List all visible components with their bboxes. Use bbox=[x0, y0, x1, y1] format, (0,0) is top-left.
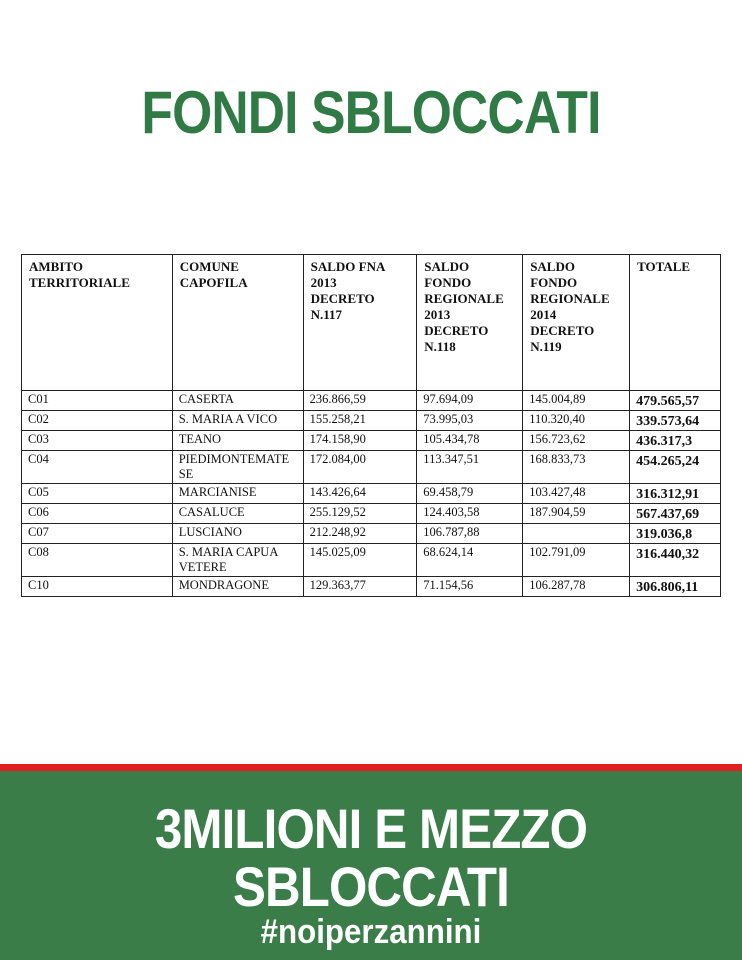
header-label: TOTALE bbox=[637, 259, 691, 274]
cell-fondo-2013: 97.694,09 bbox=[417, 391, 523, 411]
cell-fondo-2013: 69.458,79 bbox=[417, 484, 523, 504]
table-row bbox=[22, 411, 721, 431]
table-row bbox=[22, 451, 721, 484]
cell-fondo-2014: 110.320,40 bbox=[523, 411, 630, 431]
header-fondo-2013 bbox=[417, 255, 523, 391]
cell-totale: 316.440,32 bbox=[630, 544, 721, 577]
cell-comune: TEANO bbox=[172, 431, 303, 451]
cell-ambito: C05 bbox=[22, 484, 173, 504]
header-ambito bbox=[22, 255, 173, 391]
cell-fondo-2013: 68.624,14 bbox=[417, 544, 523, 577]
cell-totale: 479.565,57 bbox=[630, 391, 721, 411]
cell-fondo-2013: 71.154,56 bbox=[417, 577, 523, 597]
cell-comune: PIEDIMONTEMATE SE bbox=[172, 451, 303, 484]
cell-totale: 454.265,24 bbox=[630, 451, 721, 484]
cell-saldo-fna: 145.025,09 bbox=[303, 544, 417, 577]
cell-fondo-2014: 103.427,48 bbox=[523, 484, 630, 504]
table-row bbox=[22, 431, 721, 451]
banner-line-1: 3MILIONI E MEZZO bbox=[154, 797, 588, 860]
table-row bbox=[22, 544, 721, 577]
cell-fondo-2014 bbox=[523, 524, 630, 544]
cell-fondo-2013: 124.403,58 bbox=[417, 504, 523, 524]
cell-comune: S. MARIA CAPUA VETERE bbox=[172, 544, 303, 577]
cell-saldo-fna: 143.426,64 bbox=[303, 484, 417, 504]
header-label: SALDO FNA 2013 DECRETO N.117 bbox=[310, 259, 386, 322]
cell-saldo-fna: 172.084,00 bbox=[303, 451, 417, 484]
cell-saldo-fna: 155.258,21 bbox=[303, 411, 417, 431]
banner-hashtag: #noiperzannini bbox=[260, 913, 482, 951]
cell-ambito: C02 bbox=[22, 411, 173, 431]
table-row bbox=[22, 577, 721, 597]
banner-line-2: SBLOCCATI bbox=[233, 855, 509, 918]
cell-comune: MARCIANISE bbox=[172, 484, 303, 504]
cell-comune: LUSCIANO bbox=[172, 524, 303, 544]
table-row bbox=[22, 504, 721, 524]
cell-totale: 319.036,8 bbox=[630, 524, 721, 544]
cell-ambito: C10 bbox=[22, 577, 173, 597]
table-body bbox=[22, 391, 721, 597]
cell-comune: MONDRAGONE bbox=[172, 577, 303, 597]
table-header-row bbox=[22, 255, 721, 391]
header-label: AMBITO TERRITORIALE bbox=[29, 259, 130, 290]
table-row bbox=[22, 391, 721, 411]
cell-ambito: C01 bbox=[22, 391, 173, 411]
cell-fondo-2014: 187.904,59 bbox=[523, 504, 630, 524]
cell-fondo-2013: 73.995,03 bbox=[417, 411, 523, 431]
header-fondo-2014 bbox=[523, 255, 630, 391]
cell-fondo-2014: 156.723,62 bbox=[523, 431, 630, 451]
table-row bbox=[22, 484, 721, 504]
cell-saldo-fna: 212.248,92 bbox=[303, 524, 417, 544]
cell-ambito: C06 bbox=[22, 504, 173, 524]
cell-saldo-fna: 255.129,52 bbox=[303, 504, 417, 524]
cell-totale: 436.317,3 bbox=[630, 431, 721, 451]
cell-totale: 306.806,11 bbox=[630, 577, 721, 597]
cell-comune: CASALUCE bbox=[172, 504, 303, 524]
funds-table bbox=[21, 254, 721, 597]
cell-saldo-fna: 236.866,59 bbox=[303, 391, 417, 411]
bottom-banner bbox=[0, 764, 742, 960]
cell-ambito: C03 bbox=[22, 431, 173, 451]
cell-fondo-2013: 113.347,51 bbox=[417, 451, 523, 484]
header-label: SALDO FONDO REGIONALE 2014 DECRETO N.119 bbox=[530, 259, 610, 354]
cell-saldo-fna: 129.363,77 bbox=[303, 577, 417, 597]
cell-fondo-2013: 106.787,88 bbox=[417, 524, 523, 544]
cell-saldo-fna: 174.158,90 bbox=[303, 431, 417, 451]
cell-fondo-2014: 106.287,78 bbox=[523, 577, 630, 597]
cell-ambito: C08 bbox=[22, 544, 173, 577]
header-comune bbox=[172, 255, 303, 391]
header-saldo-fna bbox=[303, 255, 417, 391]
header-label: SALDO FONDO REGIONALE 2013 DECRETO N.118 bbox=[424, 259, 504, 354]
page-headline: FONDI SBLOCCATI bbox=[141, 79, 601, 146]
table-row bbox=[22, 524, 721, 544]
header-label: COMUNE CAPOFILA bbox=[179, 259, 248, 290]
cell-comune: S. MARIA A VICO bbox=[172, 411, 303, 431]
cell-totale: 339.573,64 bbox=[630, 411, 721, 431]
cell-totale: 567.437,69 bbox=[630, 504, 721, 524]
cell-fondo-2013: 105.434,78 bbox=[417, 431, 523, 451]
cell-totale: 316.312,91 bbox=[630, 484, 721, 504]
header-totale bbox=[630, 255, 721, 391]
cell-fondo-2014: 168.833,73 bbox=[523, 451, 630, 484]
cell-fondo-2014: 145.004,89 bbox=[523, 391, 630, 411]
cell-ambito: C04 bbox=[22, 451, 173, 484]
cell-ambito: C07 bbox=[22, 524, 173, 544]
cell-fondo-2014: 102.791,09 bbox=[523, 544, 630, 577]
cell-comune: CASERTA bbox=[172, 391, 303, 411]
